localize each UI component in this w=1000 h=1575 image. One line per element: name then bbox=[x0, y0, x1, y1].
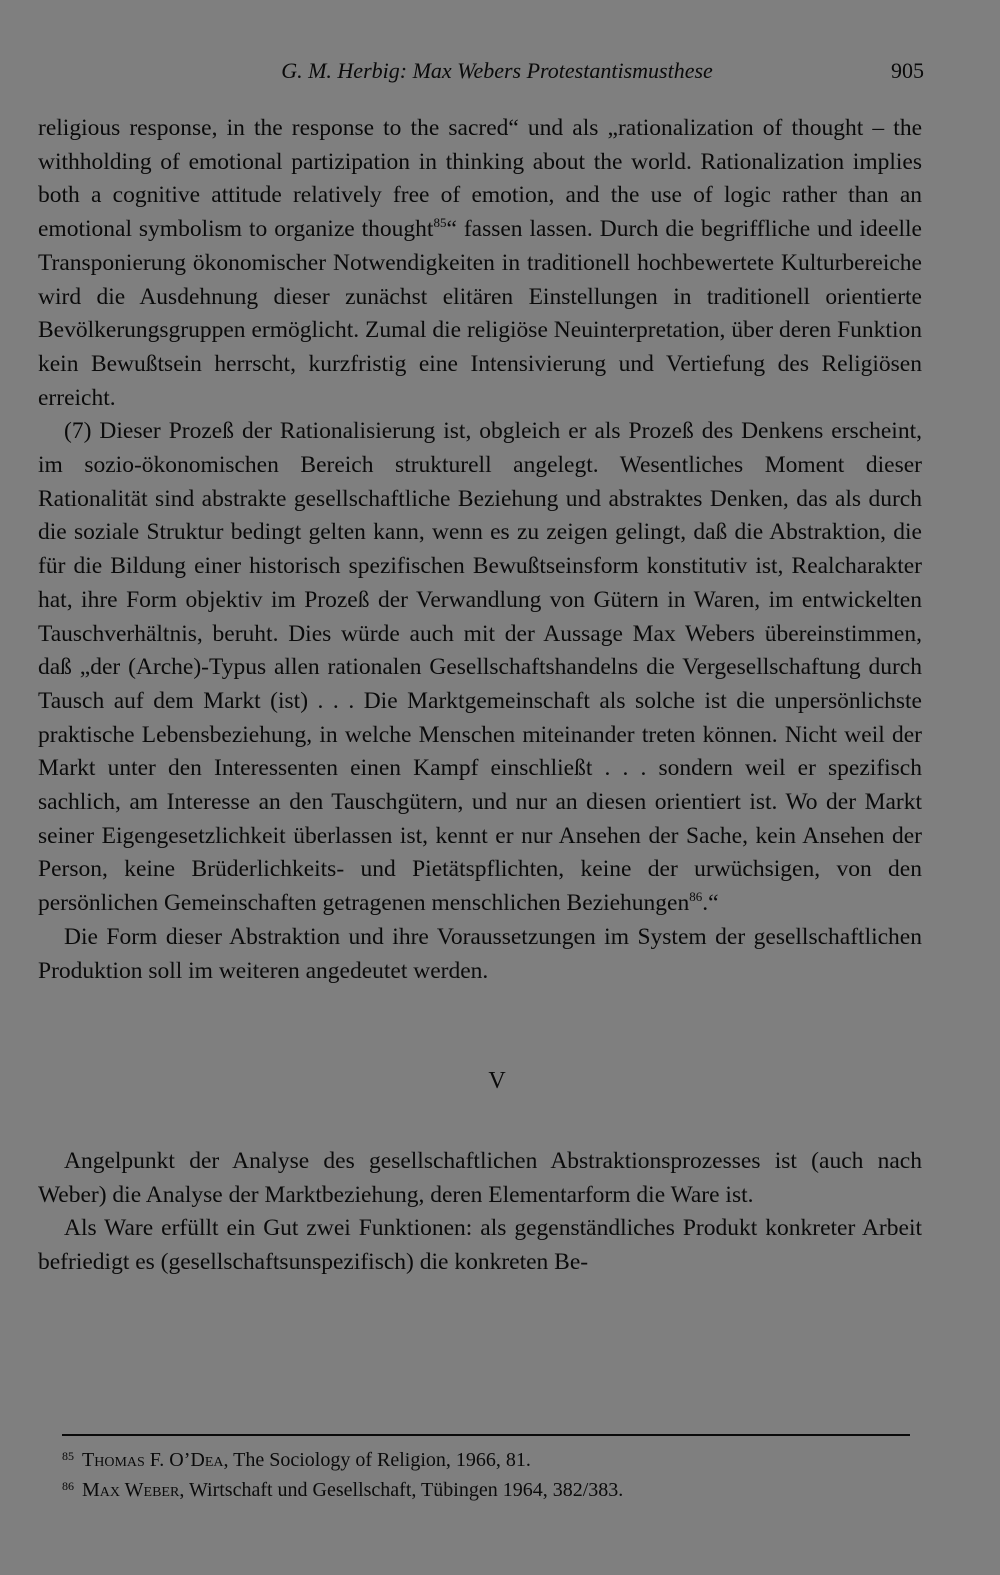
page-number: 905 bbox=[891, 58, 924, 83]
paragraph-3: Die Form dieser Abstraktion und ihre Voraussetzungen im System der gesellschaftlichen Produktion soll im weiteren angedeutet werden. bbox=[38, 923, 922, 984]
footnote-divider bbox=[62, 1434, 910, 1436]
paragraph-1-text-a: religious response, in the response to the sacred“ und als „rationalization of thought – the withholding of emotional partizipation in thinking about the world. Rationalization implies both a cognitive attitude relatively free of emotion, and the use of logic rather than an emotional symbolism to organize thought bbox=[38, 115, 922, 243]
footnote-ref-85[interactable]: 85 bbox=[433, 215, 447, 231]
footnote-author: Max Weber bbox=[82, 1479, 180, 1501]
body-text bbox=[38, 112, 922, 1280]
footnote-86 bbox=[62, 1475, 922, 1505]
paragraph-2 bbox=[38, 415, 922, 921]
paragraph-2-text-a: (7) Dieser Prozeß der Rationalisierung ist, obgleich er als Prozeß des Denkens erscheint, im sozio-ökonomischen Bereich strukturell angelegt. Wesentliches Moment dieser Rationalität sind abstrakte gesellschaftliche Beziehung und abstraktes Denken, das als durch die soziale Struktur bedingt gelten kann, wenn es zu zeigen gelingt, daß die Abstraktion, die für die Bildung einer historisch spezifischen Bewußtseinsform konstitutiv ist, Realcharakter hat, ihre Form objektiv im Prozeß der Verwandlung von Gütern in Waren, im entwickelten Tauschverhältnis, beruht. Dies würde auch mit der Aussage Max Webers übereinstimmen, daß „der (Arche)-Typus allen rationalen Gesellschaftshandelns die Vergesellschaftung durch Tausch auf dem Markt (ist) . . . Die Marktgemeinschaft als solche ist die unpersönlichste praktische Lebensbeziehung, in welche Menschen miteinander treten können. Nicht weil der Markt unter den Interessenten einen Kampf einschließt . . . sondern weil er spezifisch sachlich, am Interesse an den Tauschgütern, und nur an diesen orientiert ist. Wo der Markt seiner Eigengesetzlichkeit überlassen ist, kennt er nur Ansehen der Sache, kein Ansehen der Person, keine Brüderlichkeits- und Pietätspflichten, keine der urwüchsigen, von den persönlichen Gemeinschaften getragenen menschlichen Beziehungen bbox=[38, 418, 922, 917]
footnote-text: , Wirtschaft und Gesellschaft, Tübingen 1964, 382/383. bbox=[179, 1479, 624, 1501]
footnote-number: 85 bbox=[62, 1449, 74, 1463]
paragraph-1 bbox=[38, 112, 922, 415]
running-title: G. M. Herbig: Max Webers Protestantismusthese bbox=[281, 58, 713, 83]
paragraph-5: Als Ware erfüllt ein Gut zwei Funktionen: als gegenständliches Produkt konkreter Arbeit befriedigt es (gesellschaftsunspezifisch) die konkreten Be- bbox=[38, 1215, 922, 1276]
paragraph-4: Angelpunkt der Analyse des gesellschaftlichen Abstraktionsprozesses ist (auch nach Weber) die Analyse der Marktbeziehung, deren Elementarform die Ware ist. bbox=[38, 1147, 922, 1208]
page-header bbox=[40, 58, 924, 92]
footnote-number: 86 bbox=[62, 1479, 74, 1493]
footnote-text: , The Sociology of Religion, 1966, 81. bbox=[223, 1449, 531, 1471]
section-heading: V bbox=[488, 1068, 506, 1095]
paragraph-1-text-b: “ fassen lassen. Durch die begriffliche und ideelle Transponierung ökonomischer Notwendigkeiten in traditionell hochbewertete Kulturbereiche wird die Ausdehnung dieser zunächst elitären Einstellungen in traditionell orientierte Bevölkerungsgruppen ermöglicht. Zumal die religiöse Neuinterpretation, über deren Funktion kein Bewußtsein herrscht, kurzfristig eine Intensivierung und Vertiefung des Religiösen erreicht. bbox=[38, 216, 922, 411]
footnotes bbox=[62, 1445, 922, 1505]
paragraph-2-text-b: .“ bbox=[702, 890, 719, 917]
footnote-author: Thomas F. O’Dea bbox=[82, 1449, 224, 1471]
footnote-ref-86[interactable]: 86 bbox=[689, 889, 703, 905]
footnote-85 bbox=[62, 1445, 922, 1475]
